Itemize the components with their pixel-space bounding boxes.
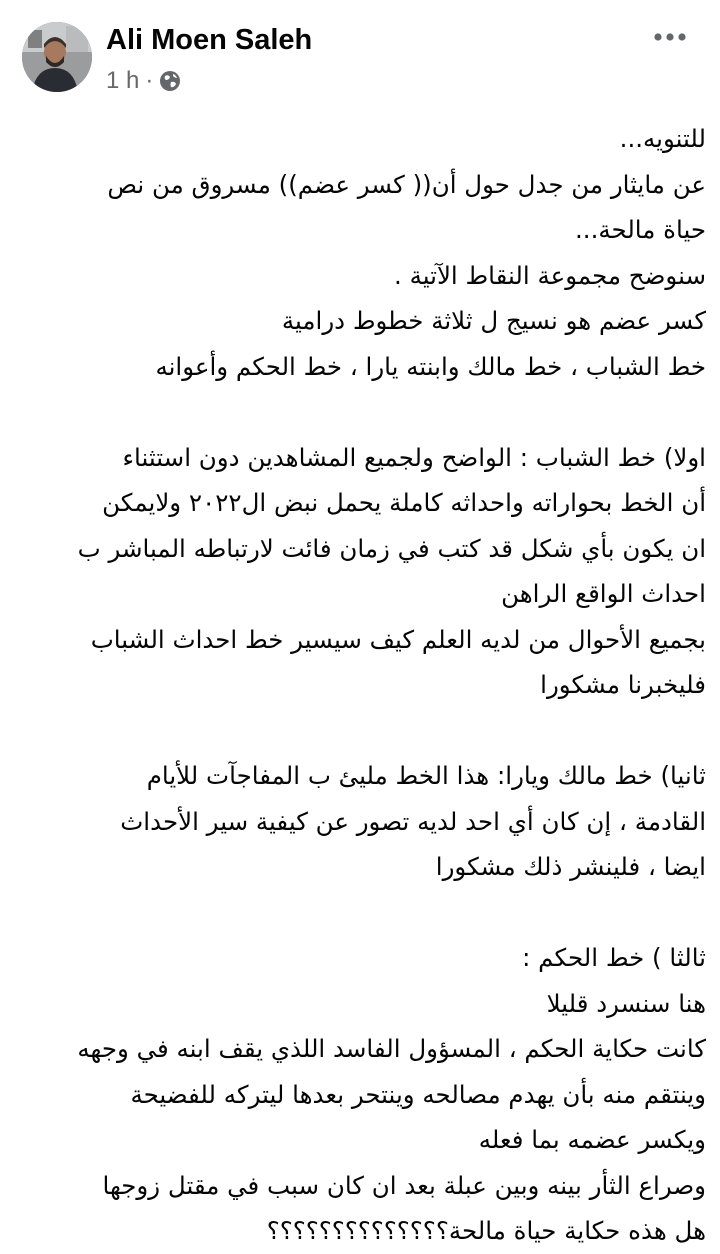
post-text-line: ثانيا) خط مالك ويارا: هذا الخط مليئ ب المفاجآت للأيام [146,761,706,790]
post-text-blank-line [0,389,706,435]
globe-icon[interactable] [159,70,181,92]
post-text-line: هنا سنسرد قليلا [546,988,706,1018]
post-text-line: احداث الواقع الراهن [501,579,706,608]
post-text-line: اولا) خط الشباب : الواضح ولجميع المشاهدين دون استثناء [122,442,706,472]
post-text-line: كانت حكاية الحكم ، المسؤول الفاسد اللذي يقف ابنه في وجهه [77,1034,706,1063]
post-text-line: سنوضح مجموعة النقاط الآتية . [394,260,706,290]
more-options-button[interactable] [640,22,700,52]
post-text-line: كسر عضم هو نسيج ل ثلاثة خطوط درامية [281,306,706,335]
post-meta [106,66,181,96]
post-text-line: ثالثا ) خط الحكم : [522,943,706,972]
post-text-line: ان يكون بأي شكل قد كتب في زمان فائت لارتباطه المباشر ب [77,533,706,563]
post-text-blank-line [0,890,706,936]
post-text-line: عن مايثار من جدل حول أن(( كسر عضم)) مسروق من نص [107,169,706,199]
post-time[interactable]: 1 h [106,67,140,94]
post-header [0,0,720,108]
post-text-line: القادمة ، إن كان أي احد لديه تصور عن كيفية سير الأحداث [120,806,706,836]
post-text-line: للتنويه... [619,124,706,153]
post-body-text [0,116,706,1254]
post-text-line: فليخبرنا مشكورا [540,670,706,699]
more-horizontal-icon [652,32,688,42]
meta-separator: · [145,67,154,94]
post-text-line: وينتقم منه بأن يهدم مصالحه وينتحر بعدها ليتركه للفضيحة [130,1079,706,1109]
post-text-line: وصراع الثأر بينه وبين عبلة بعد ان كان سبب في مقتل زوجها [102,1170,706,1200]
post-text-line: ايضا ، فلينشر ذلك مشكورا [435,852,706,881]
post-text-line: هل هذه حكاية حياة مالحة؟؟؟؟؟؟؟؟؟؟؟؟؟؟ [266,1216,706,1245]
avatar-photo [22,22,92,92]
author-name[interactable]: Ali Moen Saleh [106,24,313,56]
post-text-line: بجميع الأحوال من لديه العلم كيف سيسير خط احداث الشباب [90,624,706,654]
post-text-line: أن الخط بحواراته واحداثه كاملة يحمل نبض ال٢٠٢٢ ولايمكن [102,488,706,517]
post-text-blank-line [0,708,706,754]
post-text-line: حياة مالحة... [575,215,706,244]
post-text-line: ويكسر عضمه بما فعله [478,1125,706,1154]
author-avatar[interactable] [22,22,92,92]
post-text-line: خط الشباب ، خط مالك وابنته يارا ، خط الحكم وأعوانه [155,351,706,381]
